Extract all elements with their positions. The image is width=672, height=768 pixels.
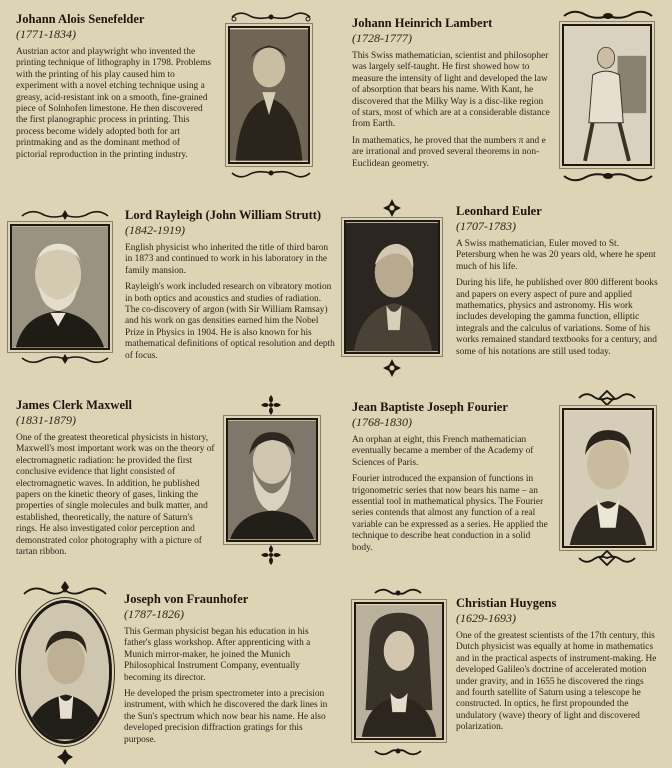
entry-paragraph: A Swiss mathematician, Euler moved to St. Petersburg when he was 20 years old, where he spent much of his life. [456,239,656,272]
entry-paragraph: During his life, he published over 800 different books and papers on every aspect of pure and applied mathematics, physics and astronomy. His work includes developing the gamma function, elliptic integrals and the calculus of variations. Some of his works remained standard textbooks for a century, and some of his notations are still used today. [456,278,658,357]
entry-paragraph: One of the greatest scientists of the 17th century, this Dutch physicist was equally at home in mathematics and in the practical aspects of instrument-making. He developed Galileo's doctrine of accelerated motion under gravity, and in 1655 he discovered the rings and fourth satellite of Saturn using a telescope he constructed. In optics, he first propounded the undulatory (wave) theory of light and discovered polarization. [456,631,657,733]
entry-paragraph: One of the greatest theoretical physicists in history, Maxwell's most important work was on the theory of electromagnetic radiation: he provided the first conclusive evidence that light consisted of electromagnetic waves. In addition, he published papers on the kinetic theory of gases, linking the properties of single molecules and bulk matter, and established, theoretically, the nature of Saturn's rings. He also investigated color perception and demonstrated color photography with a picture of tartan ribbon. [16,433,215,558]
entry-dates: (1771-1834) [16,27,76,41]
entry-euler [456,204,658,363]
entry-paragraph: This German physicist began his education in his father's glass workshop. After apprenticing with a Munich mirror-maker, he joined the Munich Philosophical Instrument Company, eventually becoming its director. [124,627,311,683]
scroll-ornament-icon [372,586,424,600]
entry-name: James Clerk Maxwell [16,398,132,412]
entry-paragraph: Fourier introduced the expansion of functions in trigonometric series that now bears his name – an essential tool in mathematical physics. The Fourier series contends that almost any function of a real variable can be expressed as a series. He applied the technique to describe heat conduction in a solid body. [352,474,548,553]
entry-name: Lord Rayleigh (John William Strutt) [125,208,322,222]
entry-paragraph: An orphan at eight, this French mathematician eventually became a member of the Academy of Sciences of Paris. [352,435,534,468]
portrait-maxwell [226,418,318,542]
portrait-senefelder [228,26,310,164]
entry-huygens [456,596,658,739]
entry-name: Christian Huygens [456,596,557,610]
entry-dates: (1787-1826) [124,607,184,621]
scroll-ornament-icon [228,166,314,180]
entry-paragraph: This Swiss mathematician, scientist and philosopher was largely self-taught. He first showed how to measure the intensity of light and developed the law of absorption that bears his name. With Kant, he discovered that the Milky Way is a disc-like region of stars, most of which are at a considerable distance from Earth. [352,51,550,130]
entry-dates: (1831-1879) [16,413,76,427]
portrait-rayleigh [10,224,110,350]
scroll-ornament-icon [576,390,638,406]
entry-maxwell [16,398,216,563]
entry-paragraph: English physicist who inherited the title of third baron in 1873 and continued to work in his laboratory in the family mansion. [125,243,329,276]
entry-paragraph: He developed the prism spectrometer into a precision instrument, with which he discovered the dark lines in the Sun's spectrum which now bear his name. He also developed precision diffraction gratings for this purpose. [124,689,328,745]
entry-name: Joseph von Fraunhofer [124,592,249,606]
entry-dates: (1728-1777) [352,31,412,45]
entry-lambert [352,16,552,175]
entry-dates: (1707-1783) [456,219,516,233]
entry-dates: (1842-1919) [125,223,185,237]
scroll-ornament-icon [576,550,638,566]
portrait-lambert [562,24,652,166]
scroll-ornament-icon [560,8,656,24]
portrait-euler [344,220,440,354]
entry-fourier [352,400,550,559]
entry-name: Jean Baptiste Joseph Fourier [352,400,508,414]
entry-paragraph: Austrian actor and playwright who invented the printing technique of lithography in 1798. Problems with the printing of his play caused him to experiment with a novel etching technique using a greasy, acid-resistant ink on a smooth, fine-grained piece of Solnhofen limestone. He then discovered the first planographic process in printing. This process become widely adopted both for art printmaking and as the dominant method of pictorial reproduction in the printing industry. [16,47,212,160]
entry-paragraph: In mathematics, he proved that the numbers π and e are irrational and proved several theorems in non-Euclidean geometry. [352,135,546,169]
entry-dates: (1768-1830) [352,415,412,429]
fleuron-ornament-icon [260,544,282,566]
fleuron-ornament-icon [382,358,402,378]
scroll-ornament-icon [560,168,656,184]
scroll-ornament-icon [18,208,112,222]
entry-rayleigh [125,208,335,367]
scroll-ornament-icon [20,580,110,600]
portrait-fraunhofer [18,600,112,744]
scroll-ornament-icon [228,10,314,24]
entry-dates: (1629-1693) [456,611,516,625]
fleuron-ornament-icon [56,748,74,766]
entry-senefelder [16,12,212,166]
entry-name: Leonhard Euler [456,204,542,218]
entry-name: Johann Alois Senefelder [16,12,145,26]
fleuron-ornament-icon [260,394,282,416]
scroll-ornament-icon [18,352,112,366]
entry-name: Johann Heinrich Lambert [352,16,493,30]
scroll-ornament-icon [372,744,424,758]
entry-paragraph: Rayleigh's work included research on vibratory motion in both optics and acoustics and studies of radiation. The co-discovery of argon (with Sir William Ramsay) and his work on gas densities earned him the Nobel Prize in Physics in 1904. He is also known for his mathematical definitions of optical resolution and depth of focus. [125,282,335,361]
portrait-fourier [562,408,654,548]
portrait-huygens [354,602,444,740]
fleuron-ornament-icon [382,198,402,218]
entry-fraunhofer [124,592,332,751]
